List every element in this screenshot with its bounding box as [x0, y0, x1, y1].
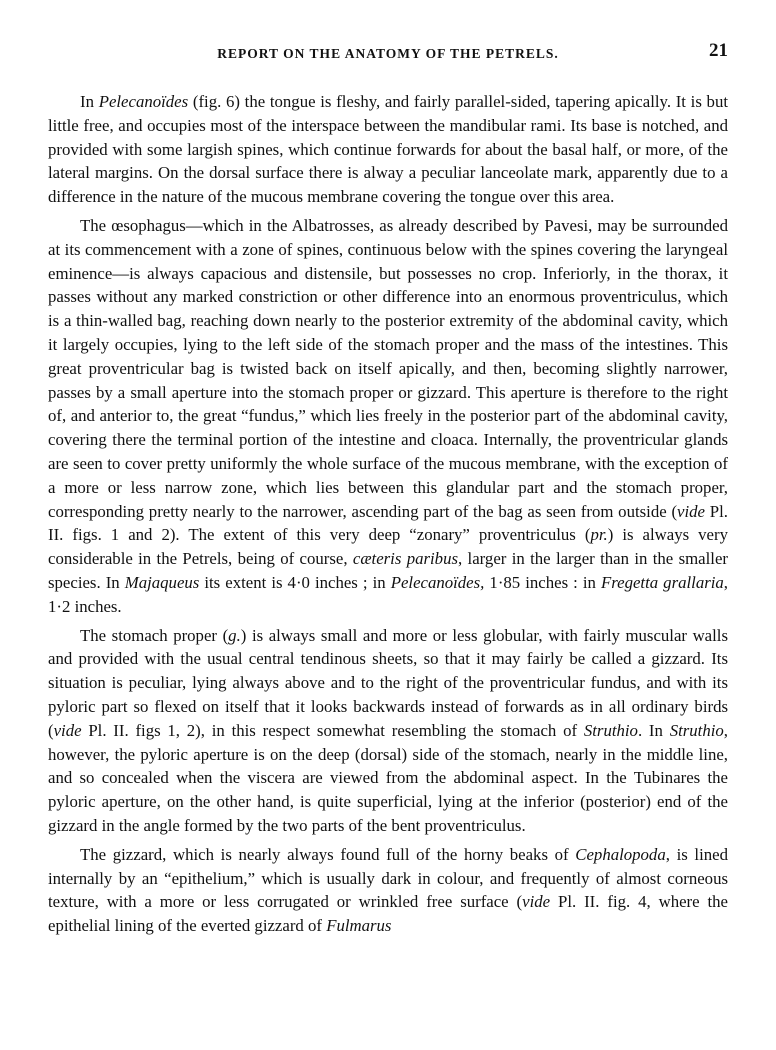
text-run: (fig. 6) the tongue is fleshy, and fairly parallel-sided, tapering apically. It is but little free, and occupies most of the interspace between the mandibular rami. Its base is notched, and provided with some largish spines, which continue forwards for about the basal half, or more, of the lateral margins. On the dorsal surface there is alway a peculiar lanceolate mark, apparently due to a difference in the nature of the mucous membrane covering the tongue over this area. — [48, 92, 728, 207]
italic-run: vide — [677, 501, 705, 521]
italic-run: Fregetta grallaria — [600, 572, 724, 592]
paragraph-stomach — [48, 624, 728, 838]
italic-run: Pelecanoïdes, — [390, 572, 485, 592]
paragraph-tongue — [48, 90, 728, 209]
text-run: its extent is 4·0 inches ; in — [199, 572, 391, 592]
text-run: , larger in the larger than in the smaller species. In — [48, 549, 728, 592]
text-run: 1·85 inches : in — [484, 572, 601, 592]
text-run: The gizzard, which is nearly always found full of the horny beaks of — [80, 844, 576, 864]
italic-run: vide — [522, 892, 551, 912]
page-number: 21 — [709, 40, 728, 61]
italic-run: Majaqueus — [124, 572, 200, 592]
italic-run: cæteris paribus — [352, 549, 458, 569]
italic-run: Struthio — [583, 720, 638, 740]
text-run: . In — [637, 720, 670, 740]
page — [48, 40, 728, 943]
text-run: Pl. II. figs 1, 2), in this respect somewhat resembling the stomach of — [81, 720, 584, 740]
italic-run: Struthio — [669, 720, 724, 740]
text-run: ) is always small and more or less globular, with fairly muscular walls and provided with the usual central tendinous sheets, so that it may fairly be called a gizzard. Its situation is peculiar, lying always above and to the right of the proventricular fundus, and with its pyloric part so flexed on itself that it looks backwards instead of forwards as in all ordinary birds ( — [48, 625, 728, 740]
text-run: , is lined internally by an “epithelium,” which is usually dark in colour, and frequently of almost corneous texture, with a more or less corrugated or wrinkled free surface ( — [48, 844, 728, 912]
italic-run: Pelecanoïdes — [98, 92, 189, 111]
running-title: REPORT ON THE ANATOMY OF THE PETRELS. — [217, 46, 559, 61]
paragraph-gizzard — [48, 843, 728, 938]
italic-run: g. — [228, 625, 241, 645]
text-run: , 1·2 inches. — [48, 572, 728, 616]
text-run: ) is always very considerable in the Petrels, being of course, — [48, 525, 728, 569]
text-run: In — [80, 92, 99, 111]
text-run: , however, the pyloric aperture is on the deep (dorsal) side of the stomach, nearly in the middle line, and so concealed when the viscera are viewed from the abdominal aspect. In the Tubinares the pyloric aperture, on the other hand, is quite superficial, lying at the inferior (posterior) end of the gizzard in the angle formed by the two parts of the bent proventriculus. — [48, 720, 728, 835]
italic-run: Fulmarus — [326, 916, 392, 936]
text-run: Pl. II. figs. 1 and 2). The extent of this very deep “zonary” proventriculus ( — [48, 501, 728, 545]
text-run: The stomach proper ( — [80, 625, 229, 645]
text-run: The œsophagus—which in the Albatrosses, as already described by Pavesi, may be surrounded at its commencement with a zone of spines, continuous below with the spines covering the laryngeal eminence—is always capacious and distensile, but possesses no crop. Inferiorly, in the thorax, it passes without any marked constriction or other difference into an enormous proventriculus, which is a thin-walled bag, reaching down nearly to the posterior extremity of the abdominal cavity, which it largely occupies, lying to the left side of the stomach proper and the mass of the intestines. This great proventricular bag is twisted back on itself apically, and then, becoming slightly narrower, passes by a small aperture into the stomach proper or gizzard. This aperture is therefore to the right of, and anterior to, the great “fundus,” which lies freely in the posterior part of the abdominal cavity, covering there the terminal portion of the intestine and cloaca. Internally, the proventricular glands are seen to cover pretty uniformly the whole surface of the mucous membrane, with the exception of a more or less narrow zone, which lies between this glandular part and the stomach proper, corresponding pretty nearly to the narrower, ascending part of the bag as seen from outside ( — [48, 215, 728, 521]
paragraph-oesophagus — [48, 214, 728, 619]
body-text — [48, 90, 728, 938]
text-run: Pl. II. fig. 4, where the epithelial lining of the everted gizzard of — [48, 892, 728, 936]
italic-run: Cephalopoda — [575, 844, 666, 864]
italic-run: pr. — [590, 525, 608, 545]
running-header — [48, 40, 728, 66]
italic-run: vide — [53, 720, 82, 740]
